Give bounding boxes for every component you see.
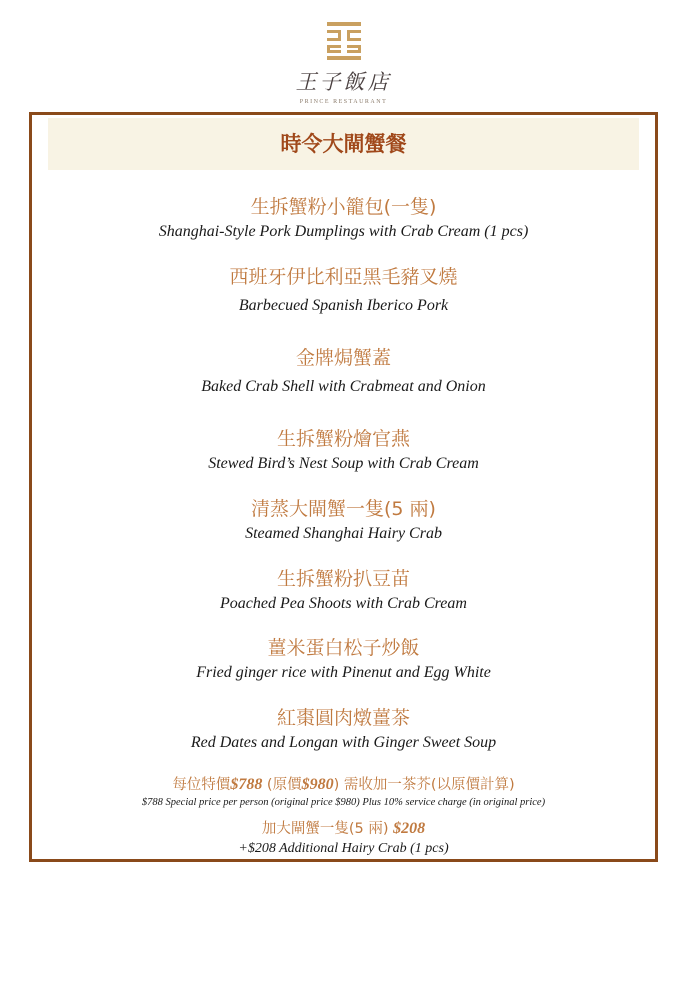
dish-item-7 bbox=[32, 636, 655, 683]
dish-english-name: Poached Pea Shoots with Crab Cream bbox=[220, 595, 467, 612]
menu-title-band bbox=[48, 118, 639, 170]
restaurant-chinese-name: 王子飯店 bbox=[295, 70, 392, 94]
dish-chinese-name: 西班牙伊比利亞黑毛豬叉燒 bbox=[229, 266, 458, 288]
set-price-value: $788 bbox=[230, 776, 263, 793]
addon-price bbox=[32, 819, 655, 858]
dish-english-name: Stewed Bird’s Nest Soup with Crab Cream bbox=[208, 455, 479, 472]
prince-emblem-icon bbox=[327, 22, 361, 60]
addon-price-chinese: 加大閘蟹一隻(5 兩) $208 bbox=[261, 820, 426, 837]
menu-title: 時令大閘蟹餐 bbox=[280, 132, 407, 156]
dish-chinese-name: 清蒸大閘蟹一隻(5 兩) bbox=[251, 498, 436, 520]
dish-item-3 bbox=[32, 346, 655, 397]
original-price-value: $980 bbox=[301, 776, 334, 793]
addon-price-value: $208 bbox=[393, 820, 426, 837]
dish-chinese-name: 薑米蛋白松子炒飯 bbox=[267, 637, 420, 659]
dish-chinese-name: 生拆蟹粉燴官燕 bbox=[276, 428, 410, 450]
dish-english-name: Red Dates and Longan with Ginger Sweet Soup bbox=[190, 734, 497, 751]
dish-english-name: Barbecued Spanish Iberico Pork bbox=[238, 297, 449, 314]
set-price bbox=[32, 775, 655, 810]
dish-chinese-name: 生拆蟹粉小籠包(一隻) bbox=[250, 196, 437, 218]
dish-english-name: Baked Crab Shell with Crabmeat and Onion bbox=[201, 378, 486, 395]
dish-item-6 bbox=[32, 567, 655, 614]
dish-item-1 bbox=[32, 195, 655, 242]
set-price-chinese: 每位特價$788 (原價$980) 需收加一茶芥(以原價計算) bbox=[172, 776, 515, 793]
dish-chinese-name: 紅棗圓肉燉薑茶 bbox=[276, 707, 410, 729]
set-price-english: $788 Special price per person (original price $980) Plus 10% service charge (in original price) bbox=[141, 797, 546, 808]
dish-item-5 bbox=[32, 497, 655, 544]
menu-frame bbox=[29, 112, 658, 862]
dish-chinese-name: 金牌焗蟹蓋 bbox=[295, 347, 391, 369]
dish-chinese-name: 生拆蟹粉扒豆苗 bbox=[276, 568, 410, 590]
dish-english-name: Shanghai-Style Pork Dumplings with Crab Cream (1 pcs) bbox=[158, 223, 529, 240]
dish-english-name: Fried ginger rice with Pinenut and Egg White bbox=[196, 664, 491, 681]
dish-item-8 bbox=[32, 706, 655, 753]
dish-item-2 bbox=[32, 265, 655, 316]
addon-price-english: +$208 Additional Hairy Crab (1 pcs) bbox=[238, 841, 449, 856]
dish-english-name: Steamed Shanghai Hairy Crab bbox=[245, 525, 442, 542]
dish-item-4 bbox=[32, 427, 655, 474]
restaurant-logo bbox=[0, 22, 687, 105]
restaurant-english-name: PRINCE RESTAURANT bbox=[299, 99, 388, 105]
